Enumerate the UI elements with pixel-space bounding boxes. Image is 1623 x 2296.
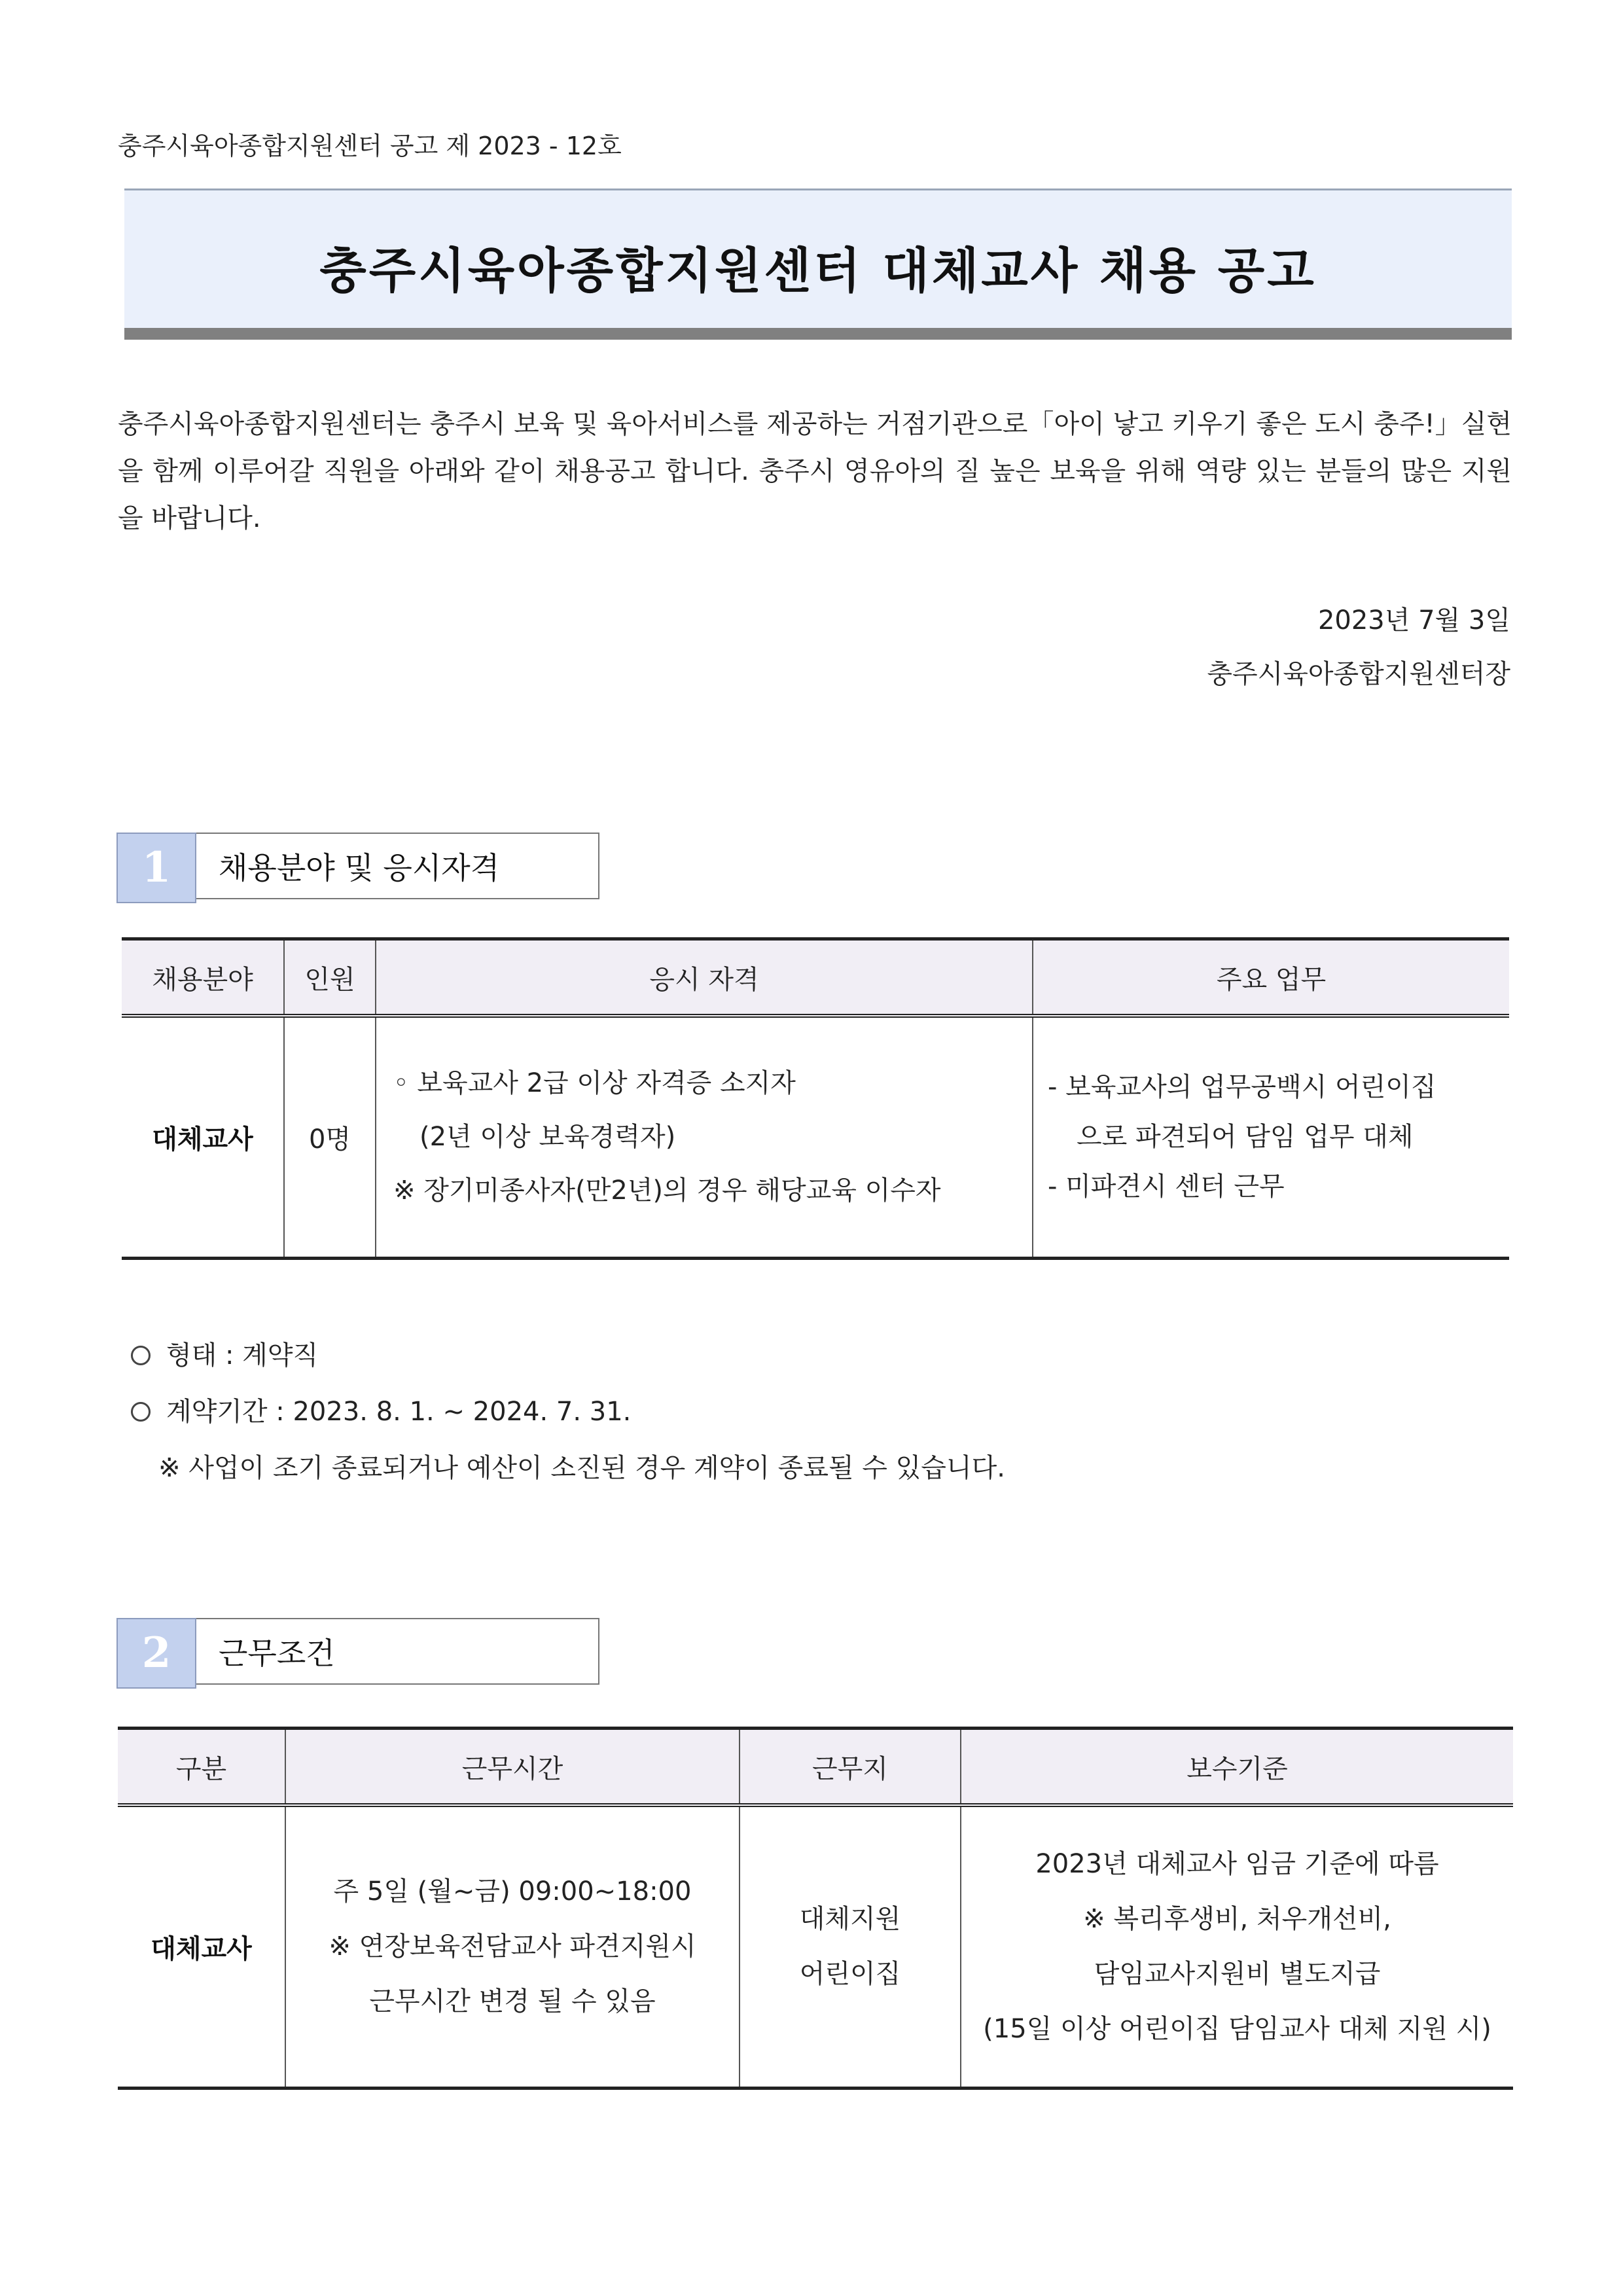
title-banner [124, 188, 1512, 328]
circle-bullet-icon [131, 1402, 151, 1422]
duty-line: - 보육교사의 업무공백시 어린이집 [1048, 1072, 1436, 1103]
header-cell: 주요 업무 [1033, 939, 1509, 1016]
field-cell: 대체교사 [152, 1124, 253, 1155]
header-cell: 채용분야 [122, 939, 284, 1016]
contract-info [131, 1327, 1005, 1496]
table-header-row [122, 939, 1509, 1016]
section-1-number: 1 [116, 833, 196, 903]
intro-paragraph: 충주시육아종합지원센터는 충주시 보육 및 육아서비스를 제공하는 거점기관으로「아이 낳고 키우기 좋은 도시 충주!」실현을 함께 이루어갈 직원을 아래와 같이 채용공고 합니다. 충주시 영유아의 질 높은 보육을 위해 역량 있는 분들의 많은 지원을 바랍니다. [118, 409, 1512, 533]
location-line: 대체지원 [799, 1904, 901, 1935]
pay-line: 2023년 대체교사 임금 기준에 따름 [1035, 1849, 1439, 1880]
qualification-line: ※ 장기미종사자(만2년)의 경우 해당교육 이수자 [393, 1175, 941, 1206]
announcement-date: 2023년 7월 3일 [1317, 605, 1510, 636]
header-cell: 구분 [118, 1729, 285, 1806]
section-1-title: 채용분야 및 응시자격 [196, 833, 599, 899]
contract-note: ※ 사업이 조기 종료되거나 예산이 소진된 경우 계약이 종료될 수 있습니다. [158, 1453, 1005, 1483]
section-2-number: 2 [116, 1618, 196, 1689]
table-row [118, 1805, 1513, 2088]
qualification-line: ◦ 보육교사 2급 이상 자격증 소지자 [393, 1068, 796, 1099]
hours-line: 주 5일 (월~금) 09:00~18:00 [333, 1876, 692, 1907]
duty-line: 으로 파견되어 담임 업무 대체 [1077, 1122, 1414, 1153]
notice-number: 충주시육아종합지원센터 공고 제 2023 - 12호 [118, 132, 622, 160]
count-cell: 0명 [284, 1016, 376, 1258]
pay-line: (15일 이상 어린이집 담임교사 대체 지원 시) [983, 2014, 1491, 2045]
location-line: 어린이집 [799, 1959, 901, 1990]
header-cell: 근무지 [740, 1729, 961, 1806]
circle-bullet-icon [131, 1346, 151, 1365]
recruitment-table [122, 937, 1509, 1260]
duty-cell [1033, 1016, 1509, 1258]
header-cell: 보수기준 [961, 1729, 1513, 1806]
category-cell: 대체교사 [151, 1933, 252, 1964]
page-title: 충주시육아종합지원센터 대체교사 채용 공고 [319, 243, 1317, 299]
pay-cell [961, 1805, 1513, 2088]
signer: 충주시육아종합지원센터장 [1207, 659, 1510, 689]
hours-line: 근무시간 변경 될 수 있음 [369, 1986, 656, 2017]
work-conditions-table [118, 1727, 1513, 2090]
header-cell: 응시 자격 [376, 939, 1033, 1016]
section-2-title: 근무조건 [196, 1618, 599, 1685]
qualification-line: (2년 이상 보육경력자) [419, 1122, 676, 1153]
header-cell: 인원 [284, 939, 376, 1016]
hours-line: ※ 연장보육전담교사 파견지원시 [329, 1931, 696, 1962]
pay-line: 담임교사지원비 별도지급 [1094, 1959, 1381, 1990]
hours-cell [285, 1805, 740, 2088]
table-row [122, 1016, 1509, 1258]
pay-line: ※ 복리후생비, 처우개선비, [1083, 1904, 1391, 1935]
header-cell: 근무시간 [285, 1729, 740, 1806]
qualification-cell [376, 1016, 1033, 1258]
duty-line: - 미파견시 센터 근무 [1048, 1172, 1285, 1202]
employment-type: 형태 : 계약직 [166, 1340, 319, 1371]
table-header-row [118, 1729, 1513, 1806]
location-cell [740, 1805, 961, 2088]
contract-period: 계약기간 : 2023. 8. 1. ~ 2024. 7. 31. [166, 1397, 632, 1427]
